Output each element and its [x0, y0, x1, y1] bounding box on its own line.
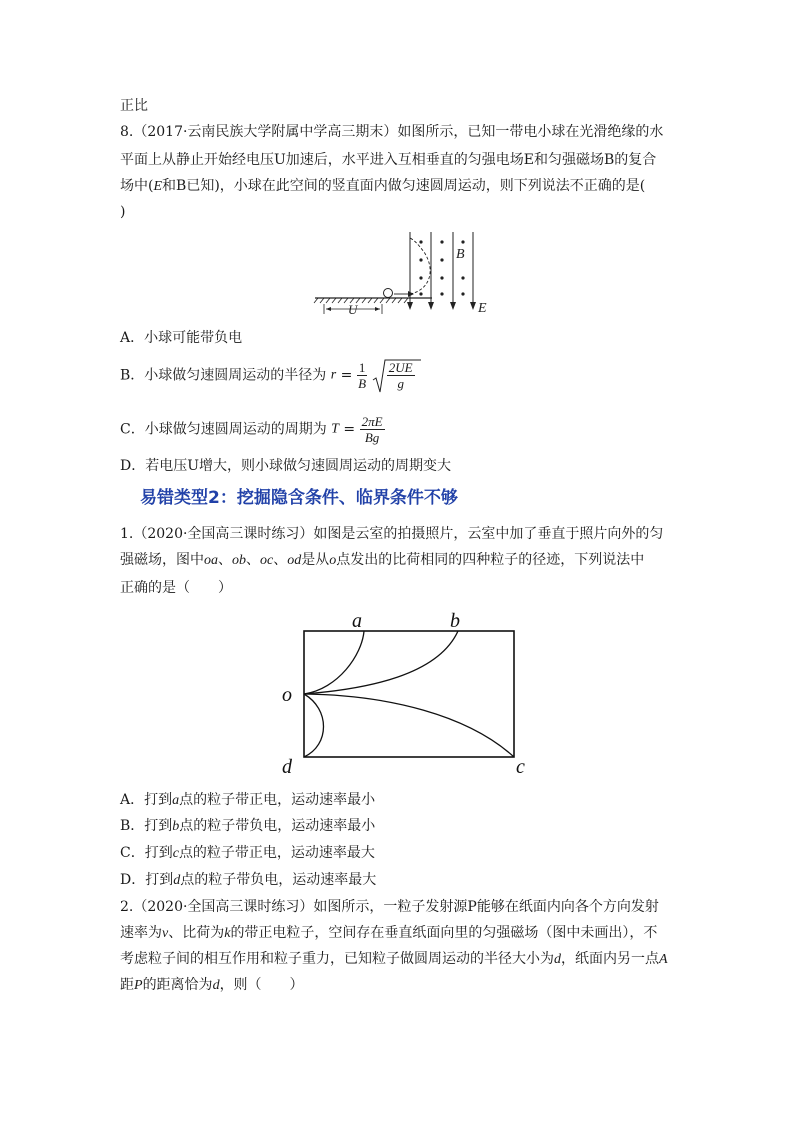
- chamber-frame: [304, 631, 514, 757]
- formula-fraction-2piE-over-Bg: [360, 414, 385, 445]
- label-a: a: [352, 610, 362, 632]
- formula-eq-2: =: [343, 421, 356, 438]
- q1-c-var: c: [172, 846, 179, 861]
- formula-sqrt: [372, 360, 415, 391]
- q1-figure: [278, 605, 540, 777]
- var-P: P: [134, 978, 143, 993]
- frac-den: B: [358, 376, 367, 391]
- q2-line4c: ，则（ ）: [219, 977, 304, 993]
- q1-a-pre: A．打到: [120, 792, 173, 808]
- sqrt-num: 2UE: [388, 360, 413, 375]
- q1-c-post: 点的粒子带正电，运动速率最大: [178, 845, 375, 861]
- q2-line3: [120, 949, 668, 970]
- q2-line2c: 的带正电粒子，空间存在垂直纸面向里的匀强磁场（图中未画出），不: [230, 925, 658, 941]
- formula-eq: =: [340, 367, 353, 384]
- q1-line2: [120, 550, 644, 571]
- ball-trajectory: [410, 238, 430, 294]
- label-B: B: [456, 247, 465, 262]
- q1-c-pre: C．打到: [120, 845, 173, 861]
- q2-line3b: ，纸面内另一点: [561, 951, 659, 967]
- frac-num: 1: [358, 360, 366, 375]
- q1-option-c: [120, 843, 375, 864]
- label-U: U: [348, 302, 358, 317]
- track-ob: [304, 631, 458, 694]
- var-o: o: [329, 553, 337, 568]
- label-b: b: [450, 610, 460, 632]
- q2-line4a: 距: [120, 977, 134, 993]
- label-c: c: [516, 756, 525, 777]
- u-arrow-r: [375, 307, 380, 311]
- track-od: [304, 694, 324, 757]
- q1-option-d: [120, 870, 376, 891]
- label-d: d: [282, 756, 292, 777]
- q1-b-pre: B．打到: [120, 818, 173, 834]
- e-field-arrowheads: [407, 302, 476, 310]
- q1-d-post: 点的粒子带负电，运动速率最大: [180, 872, 377, 888]
- frac2-num: 2πE: [361, 414, 383, 429]
- frac2-den: Bg: [364, 430, 380, 445]
- var-ob: ob: [232, 553, 246, 568]
- q8-option-b-prefix: B．小球做匀速圆周运动的半径为: [120, 367, 327, 384]
- q8-option-c: [120, 414, 385, 450]
- var-v: v: [162, 926, 169, 941]
- formula-fraction-1-over-b: [357, 360, 368, 391]
- ground-hatch: [314, 298, 408, 303]
- q1-line3: 正确的是（ ）: [120, 580, 232, 596]
- var-d2: d: [212, 978, 220, 993]
- q2-line4: [120, 975, 304, 996]
- track-oa: [304, 631, 364, 694]
- q8-line1: 8.（2017·云南民族大学附属中学高三期末）如图所示，已知一带电小球在光滑绝缘的水: [120, 124, 664, 140]
- q1-b-var: b: [172, 819, 180, 834]
- q2-line1: 2.（2020·全国高三课时练习）如图所示，一粒子发射源P能够在纸面内向各个方向发射: [120, 899, 659, 915]
- var-A: A: [659, 952, 668, 967]
- q8-option-b: [120, 360, 415, 396]
- q1-d-pre: D．打到: [120, 872, 174, 888]
- u-arrow-l: [326, 307, 331, 311]
- q8-line3: [120, 176, 645, 197]
- q1-option-a: [120, 790, 375, 811]
- q8-line4: ): [120, 204, 126, 220]
- formula-r: r: [330, 367, 337, 383]
- q8-line3a: 场中(: [120, 178, 154, 194]
- q1-line2b: 是从: [301, 552, 330, 568]
- var-oa: oa: [204, 553, 218, 568]
- sqrt-den: g: [397, 376, 404, 391]
- q8-var-E: E: [153, 179, 163, 194]
- q8-line2: 平面上从静止开始经电压U加速后，水平进入互相垂直的匀强电场E和匀强磁场B的复合: [120, 152, 657, 168]
- q2-line3a: 考虑粒子间的相互作用和粒子重力，已知粒子做圆周运动的半径大小为: [120, 951, 554, 967]
- q1-d-var: d: [173, 873, 181, 888]
- q8-line3b: 和B已知)，小球在此空间的竖直面内做匀速圆周运动，则下列说法不正确的是(: [162, 178, 646, 194]
- sep-3: 、: [273, 552, 288, 568]
- charged-ball: [384, 289, 393, 298]
- q1-option-b: [120, 816, 375, 837]
- var-d1: d: [554, 952, 561, 967]
- track-oc: [304, 694, 514, 757]
- q1-a-post: 点的粒子带正电，运动速率最小: [179, 792, 376, 808]
- q8-option-a: A．小球可能带负电: [120, 330, 243, 346]
- sep-2: 、: [246, 552, 260, 568]
- var-od: od: [287, 553, 302, 568]
- q8-figure: [310, 228, 500, 318]
- q1-b-post: 点的粒子带负电，运动速率最小: [179, 818, 376, 834]
- var-oc: oc: [260, 553, 274, 568]
- q2-line2: [120, 923, 657, 944]
- q8-option-c-prefix: C．小球做匀速圆周运动的周期为: [120, 421, 327, 438]
- q1-line2a: 强磁场，图中: [120, 552, 204, 568]
- q1-line1: 1.（2020·全国高三课时练习）如图是云室的拍摄照片，云室中加了垂直于照片向外的匀: [120, 526, 664, 542]
- formula-T: T: [331, 421, 339, 437]
- top-fragment: 正比: [120, 98, 148, 114]
- q8-option-d: D．若电压U增大，则小球做匀速圆周运动的周期变大: [120, 458, 452, 474]
- q2-line2a: 速率为: [120, 925, 162, 941]
- q1-line2c: 点发出的比荷相同的四种粒子的径迹，下列说法中: [336, 552, 645, 568]
- label-o: o: [282, 684, 292, 706]
- q2-line4b: 的距离恰为: [142, 977, 213, 993]
- var-k: k: [224, 926, 231, 941]
- q2-line2b: 、比荷为: [168, 925, 225, 941]
- sep-1: 、: [218, 552, 232, 568]
- label-E: E: [478, 301, 487, 316]
- q1-a-var: a: [172, 793, 180, 808]
- section-title: 易错类型2：挖掘隐含条件、临界条件不够: [140, 488, 458, 508]
- sqrt-sign: [372, 358, 422, 396]
